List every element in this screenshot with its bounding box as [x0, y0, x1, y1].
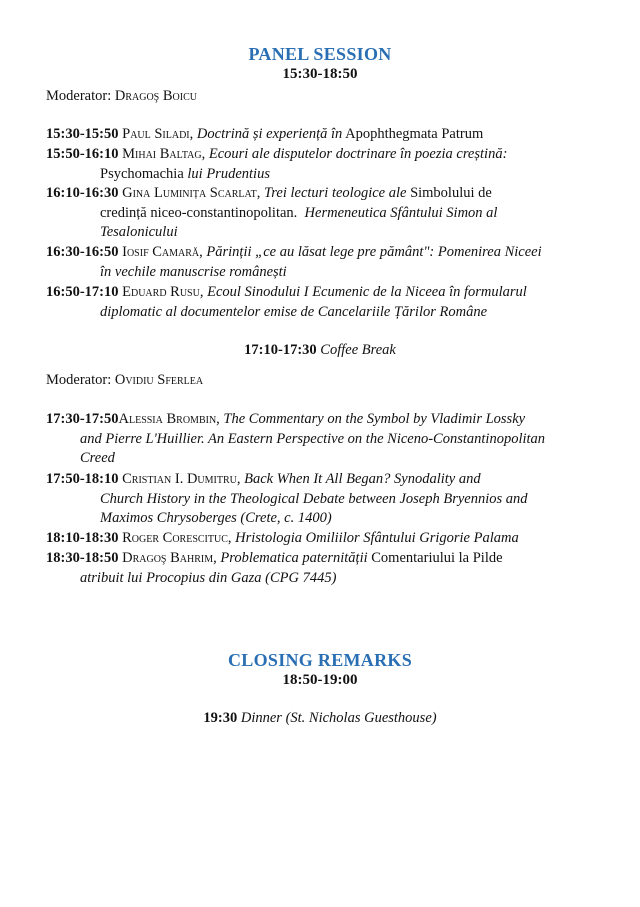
entry-title: and Pierre L'Huillier. An Eastern Perspective on the Niceno-Constantinopolitan — [80, 430, 546, 447]
entry-title: Tesalonicului — [100, 224, 178, 240]
entry-separator: , — [236, 471, 241, 487]
dinner-label: Dinner (St. Nicholas Guesthouse) — [240, 710, 437, 726]
entry-separator: , — [199, 284, 204, 300]
entry-time: 17:50-18:10 — [46, 471, 119, 487]
entry-title: Church History in the Theological Debate between Joseph Bryennios and — [100, 490, 528, 507]
schedule-entry — [46, 184, 594, 243]
schedule-entry — [46, 243, 594, 282]
entry-title: diplomatic al documentelor emise de Cancelariile Țărilor Române — [100, 303, 488, 320]
entry-title: Hermeneutica Sfântului Simon al — [304, 204, 498, 221]
entry-title: The Commentary on the Symbol by Vladimir Lossky — [223, 411, 526, 427]
entry-title: Ecouri ale disputelor doctrinare în poezia creștină: — [208, 146, 508, 162]
entry-speaker: Dragoş Bahrim — [122, 550, 214, 566]
panel-session-title: PANEL SESSION — [248, 44, 392, 64]
entry-title: Back When It All Began? Synodality and — [244, 471, 481, 487]
moderator-name: Ovidiu Sferlea — [114, 372, 204, 388]
entry-title: Ecoul Sinodului I Ecumenic de la Niceea în formularul — [207, 284, 527, 300]
entry-separator: , — [227, 530, 232, 546]
entry-title: Creed — [80, 450, 115, 466]
schedule-entry — [46, 410, 594, 469]
dinner-line — [0, 710, 640, 727]
entry-title: Părinții „ce au lăsat lege pre pământ": Pomenirea Niceei — [206, 244, 542, 260]
entry-title: Maximos Chrysoberges (Crete, c. 1400) — [100, 510, 332, 526]
entry-speaker: Roger Corescituc — [122, 530, 228, 546]
entry-time: 18:30-18:50 — [46, 550, 119, 566]
schedule-entry — [46, 470, 594, 529]
entry-title-upright: credință niceo-constantinopolitan. — [100, 204, 298, 221]
moderator-line-2 — [46, 372, 203, 389]
entry-speaker: Mihai Baltag — [122, 146, 202, 162]
entry-time: 18:10-18:30 — [46, 530, 119, 546]
coffee-break-time: 17:10-17:30 — [244, 342, 317, 358]
moderator-label: Moderator: — [46, 88, 112, 104]
coffee-break-label: Coffee Break — [320, 342, 396, 358]
entry-speaker: Paul Siladi — [122, 126, 190, 142]
entry-title: în vechile manuscrise românești — [100, 263, 287, 280]
entry-speaker: Iosif Camară — [122, 244, 200, 260]
entry-separator: , — [216, 411, 220, 427]
schedule-entry — [46, 145, 594, 184]
entry-separator: , — [189, 126, 194, 142]
entry-time: 16:50-17:10 — [46, 284, 119, 300]
entry-title: atribuit lui Procopius din Gaza (CPG 7445) — [80, 569, 337, 586]
coffee-break-line — [0, 342, 640, 359]
schedule-entry — [46, 125, 594, 145]
schedule-entry — [46, 529, 594, 549]
entry-title: Trei lecturi teologice ale — [264, 185, 407, 201]
entry-separator: , — [213, 550, 217, 566]
entry-title-upright: Comentariului la Pilde — [371, 550, 503, 566]
entry-title-upright: Psychomachia — [100, 165, 184, 182]
entry-title-upright: Simbolului de — [410, 185, 492, 201]
closing-remarks-time: 18:50-19:00 — [282, 672, 358, 688]
schedule-entry — [46, 283, 594, 322]
entry-speaker: Eduard Rusu — [122, 284, 200, 300]
entry-time: 16:10-16:30 — [46, 185, 119, 201]
panel-session-time: 15:30-18:50 — [282, 66, 358, 82]
entry-time: 15:50-16:10 — [46, 146, 119, 162]
entry-time: 15:30-15:50 — [46, 126, 119, 142]
moderator-line-1 — [46, 88, 197, 105]
entry-title: Hristologia Omiliilor Sfântului Grigorie Palama — [235, 530, 519, 546]
entry-title: lui Prudentius — [187, 165, 270, 182]
entry-separator: , — [199, 244, 203, 260]
entry-time: 17:30-17:50 — [46, 411, 119, 427]
entry-separator: , — [201, 146, 206, 162]
entry-speaker: Alessia Brombin — [118, 411, 217, 427]
moderator-name: Dragoş Boicu — [114, 88, 197, 104]
entry-title-upright: Apophthegmata Patrum — [345, 126, 484, 142]
closing-remarks-title: CLOSING REMARKS — [227, 650, 413, 670]
entry-title: Problematica paternității — [220, 550, 368, 566]
dinner-time: 19:30 — [203, 710, 238, 726]
entry-speaker: Cristian I. Dumitru — [122, 471, 237, 487]
moderator-label: Moderator: — [46, 372, 112, 388]
entry-title: Doctrină și experiență în — [196, 126, 343, 142]
schedule-entry — [46, 549, 594, 588]
entry-separator: , — [256, 185, 261, 201]
entry-time: 16:30-16:50 — [46, 244, 119, 260]
entry-speaker: Gina Luminița Scarlat — [122, 185, 257, 201]
